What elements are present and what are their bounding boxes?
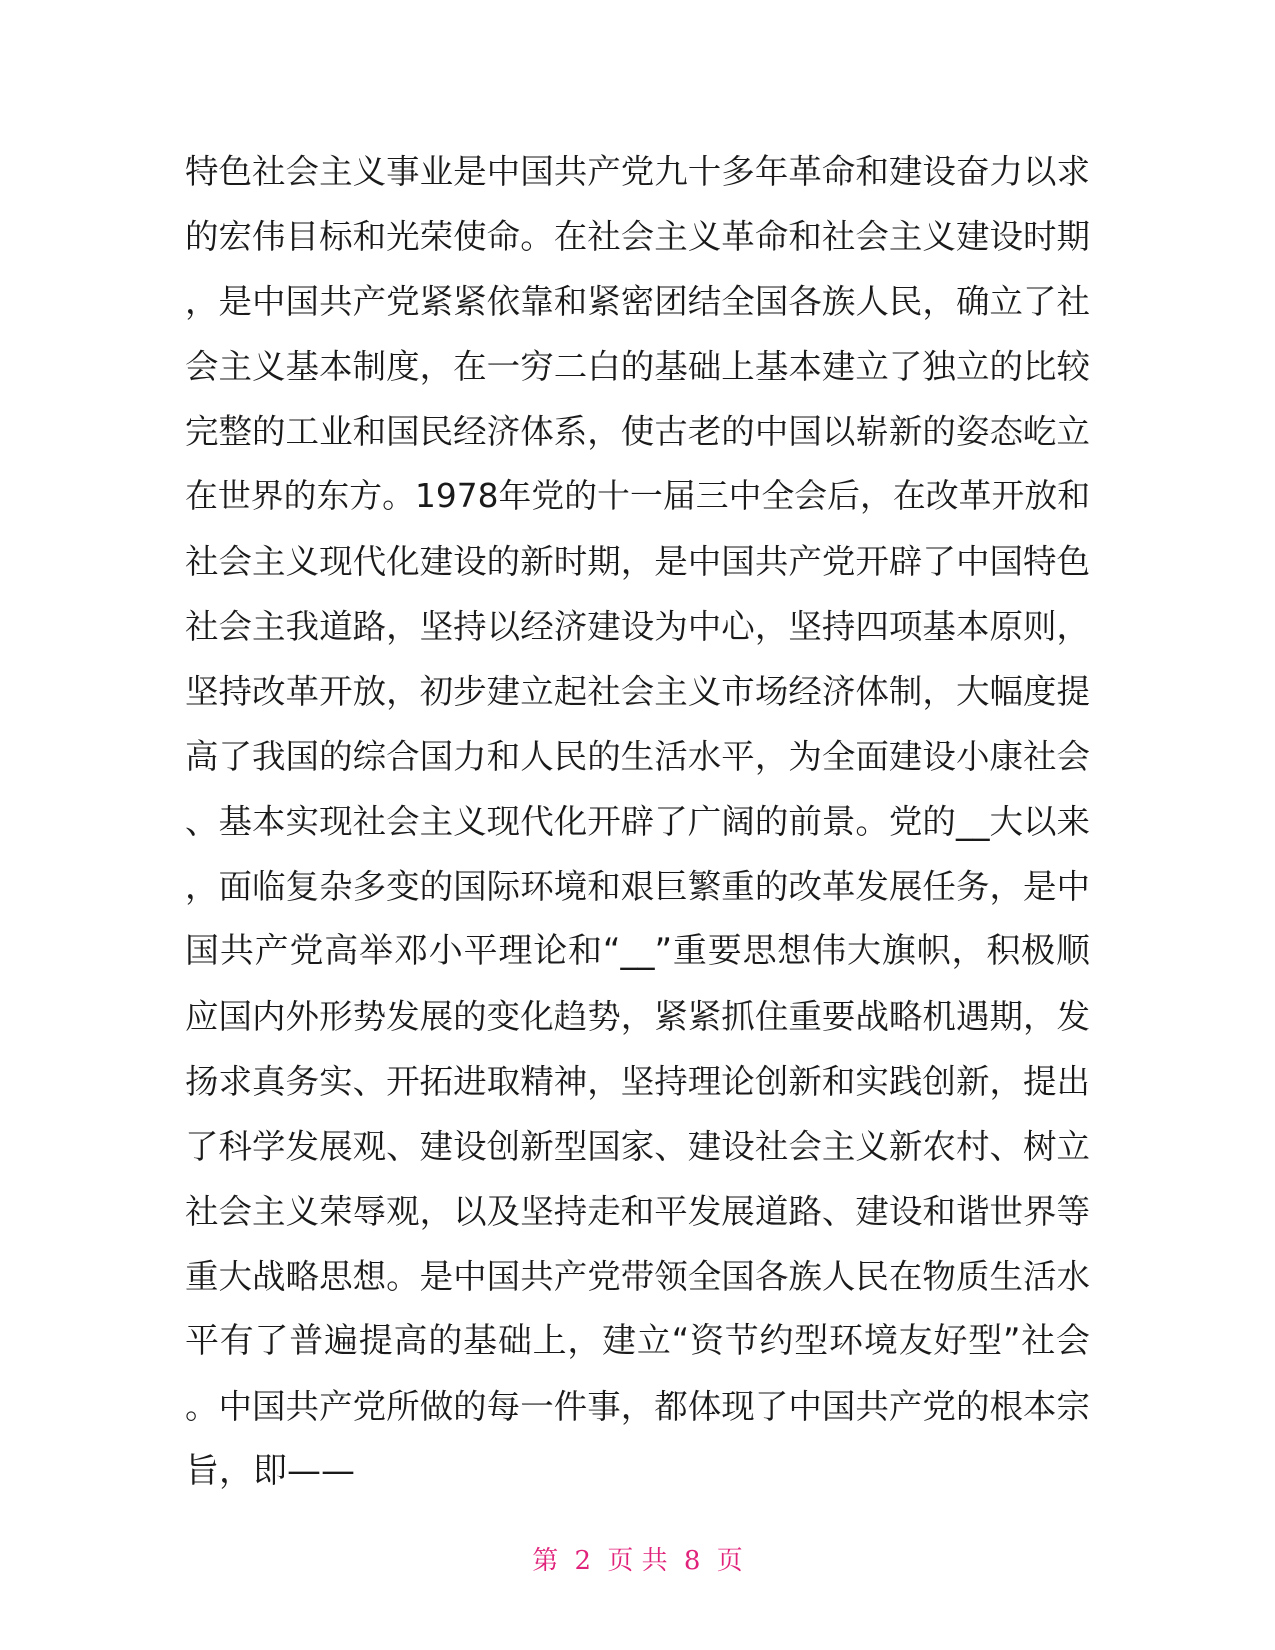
text-line: 高了我国的综合国力和人民的生活水平，为全面建设小康社会 bbox=[185, 737, 1090, 776]
text-line: 特色社会主义事业是中国共产党九十多年革命和建设奋力以求 bbox=[185, 152, 1090, 191]
footer-middle: 页 共 bbox=[607, 1546, 668, 1576]
footer-total-pages: 8 bbox=[683, 1546, 701, 1576]
body-text bbox=[185, 139, 1090, 1504]
text-line: 社会主我道路，坚持以经济建设为中心，坚持四项基本原则， bbox=[185, 607, 1090, 646]
footer-current-page: 2 bbox=[574, 1546, 592, 1576]
text-line-last: 旨，即—— bbox=[185, 1451, 355, 1491]
footer-prefix: 第 bbox=[532, 1546, 559, 1576]
text-line: 的宏伟目标和光荣使命。在社会主义革命和社会主义建设时期 bbox=[185, 217, 1090, 256]
text-line: 国共产党高举邓小平理论和“__”重要思想伟大旗帜，积极顺 bbox=[185, 931, 1090, 971]
text-line: 平有了普遍提高的基础上，建立“资节约型环境友好型”社会 bbox=[185, 1321, 1090, 1361]
text-line: 应国内外形势发展的变化趋势，紧紧抓住重要战略机遇期，发 bbox=[185, 997, 1090, 1036]
text-line: ，是中国共产党紧紧依靠和紧密团结全国各族人民，确立了社 bbox=[185, 282, 1090, 321]
text-line: 、基本实现社会主义现代化开辟了广阔的前景。党的__大以来 bbox=[185, 802, 1090, 841]
text-line: 扬求真务实、开拓进取精神，坚持理论创新和实践创新，提出 bbox=[185, 1062, 1090, 1101]
text-line: 社会主义现代化建设的新时期，是中国共产党开辟了中国特色 bbox=[185, 542, 1090, 581]
text-line: 。中国共产党所做的每一件事，都体现了中国共产党的根本宗 bbox=[185, 1387, 1090, 1426]
text-line: 会主义基本制度，在一穷二白的基础上基本建立了独立的比较 bbox=[185, 347, 1090, 386]
text-line: 完整的工业和国民经济体系，使古老的中国以崭新的姿态屹立 bbox=[185, 412, 1090, 451]
text-line: 了科学发展观、建设创新型国家、建设社会主义新农村、树立 bbox=[185, 1127, 1090, 1166]
text-line: ，面临复杂多变的国际环境和艰巨繁重的改革发展任务，是中 bbox=[185, 867, 1090, 906]
text-line: 在世界的东方。1978年党的十一届三中全会后，在改革开放和 bbox=[185, 477, 1090, 515]
text-line: 坚持改革开放，初步建立起社会主义市场经济体制，大幅度提 bbox=[185, 672, 1090, 711]
footer-suffix: 页 bbox=[716, 1546, 743, 1576]
page-footer bbox=[0, 1540, 1275, 1577]
text-line: 重大战略思想。是中国共产党带领全国各族人民在物质生活水 bbox=[185, 1257, 1090, 1296]
text-line: 社会主义荣辱观，以及坚持走和平发展道路、建设和谐世界等 bbox=[185, 1192, 1090, 1231]
